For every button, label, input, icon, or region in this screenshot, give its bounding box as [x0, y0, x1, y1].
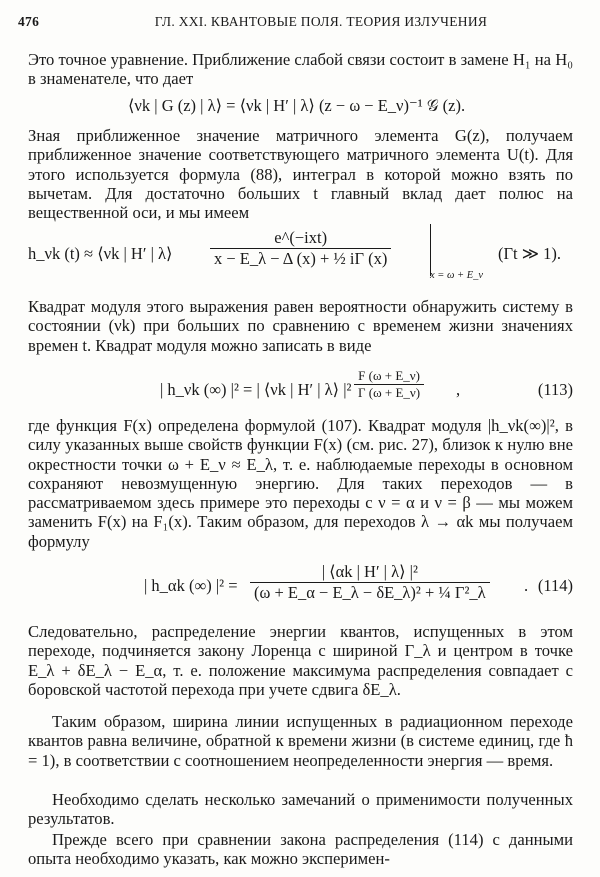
equation-114-tail: .: [524, 576, 529, 595]
equation-amplitude-fraction: [210, 228, 391, 269]
equation-green-function-approx: ⟨νk | G (z) | λ⟩ = ⟨νk | H′ | λ⟩ (z − ω − E_ν)⁻¹ 𝒢 (z).: [128, 96, 466, 115]
paragraph-6: Таким образом, ширина линии испущенных в радиационном переходе квантов равна величине, обратной к времени жизни (в системе единиц, где ħ = 1), в соответствии с соотношением неопределенности энергия — время.: [28, 712, 573, 770]
equation-113-denominator: Γ (ω + E_ν): [354, 384, 424, 401]
equation-113-number: (113): [537, 380, 573, 399]
equation-amplitude-numerator: e^(−ixt): [274, 228, 328, 247]
paragraph-7: Необходимо сделать несколько замечаний о применимости полученных результатов.: [28, 790, 573, 829]
running-title: ГЛ. XXI. КВАНТОВЫЕ ПОЛЯ. ТЕОРИЯ ИЗЛУЧЕНИЯ: [154, 14, 488, 29]
running-header: [18, 10, 584, 34]
equation-amplitude-lhs: h_νk (t) ≈ ⟨νk | H′ | λ⟩: [28, 244, 173, 263]
paragraph-4: где функция F(x) определена формулой (107). Квадрат модуля |h_νk(∞)|², в силу указанных выше свойств функции F(x) (см. рис. 27), близок к нулю вне окрестности точки ω + E_ν ≈ E_λ, т. е. наблюдаемые переходы в основном сохраняют невозмущенную энергию. Для таких переходов — в рассматриваемом здесь примере это переходы с ν = α и ν = β — мы можем заменить F(x) на F₁(x). Таким образом, для переходов λ → αk мы получаем формулу: [28, 416, 573, 551]
equation-amplitude-pole: [28, 224, 573, 284]
equation-113-numerator: F (ω + E_ν): [358, 368, 420, 383]
equation-113-tail: ,: [456, 380, 461, 399]
equation-113: [28, 368, 573, 412]
equation-amplitude-denominator: x − E_λ − Δ (x) + ½ iΓ (x): [210, 248, 391, 269]
page-number: 476: [18, 14, 40, 29]
equation-113-lhs: | h_νk (∞) |² = | ⟨νk | H′ | λ⟩ |²: [160, 380, 352, 399]
paragraph-1: Это точное уравнение. Приближение слабой связи состоит в замене H₁ на H₀ в знаменателе, что дает: [28, 50, 573, 89]
paragraph-8: Прежде всего при сравнении закона распределения (114) с данными опыта необходимо указать, как можно эксперимен-: [28, 830, 573, 869]
paragraph-3: Квадрат модуля этого выражения равен вероятности обнаружить систему в состоянии (νk) при больших по сравнению с временем жизни значениях времен t. Квадрат модуля можно записать в виде: [28, 297, 573, 355]
paragraph-2: Зная приближенное значение матричного элемента G(z), получаем приближенное значение соответствующего матричного элемента U(t). Для этого используется формула (88), интеграл в которой можно взять по вычетам. Для достаточно больших t главный вклад дает полюс на вещественной оси, и мы имеем: [28, 126, 573, 223]
equation-114-fraction: [250, 562, 490, 603]
paragraph-5: Следовательно, распределение энергии квантов, испущенных в этом переходе, подчиняется законy Лоренца с шириной Γ_λ и центром в точке E_λ + δE_λ − E_α, т. е. положение максимума распределения совпадает с боровской частотой перехода при учете сдвига δE_λ.: [28, 622, 573, 699]
equation-114: [28, 562, 573, 612]
equation-114-number: (114): [537, 576, 573, 595]
equation-114-denominator: (ω + E_α − E_λ − δE_λ)² + ¼ Γ²_λ: [250, 582, 490, 603]
evaluation-point: x = ω + E_ν: [430, 270, 484, 281]
equation-114-lhs: | h_αk (∞) |² =: [144, 576, 238, 595]
equation-amplitude-condition: (Γt ≫ 1).: [498, 244, 562, 263]
equation-113-fraction: [354, 368, 424, 401]
evaluation-bar: [430, 224, 431, 276]
equation-114-numerator: | ⟨αk | H′ | λ⟩ |²: [321, 562, 418, 581]
